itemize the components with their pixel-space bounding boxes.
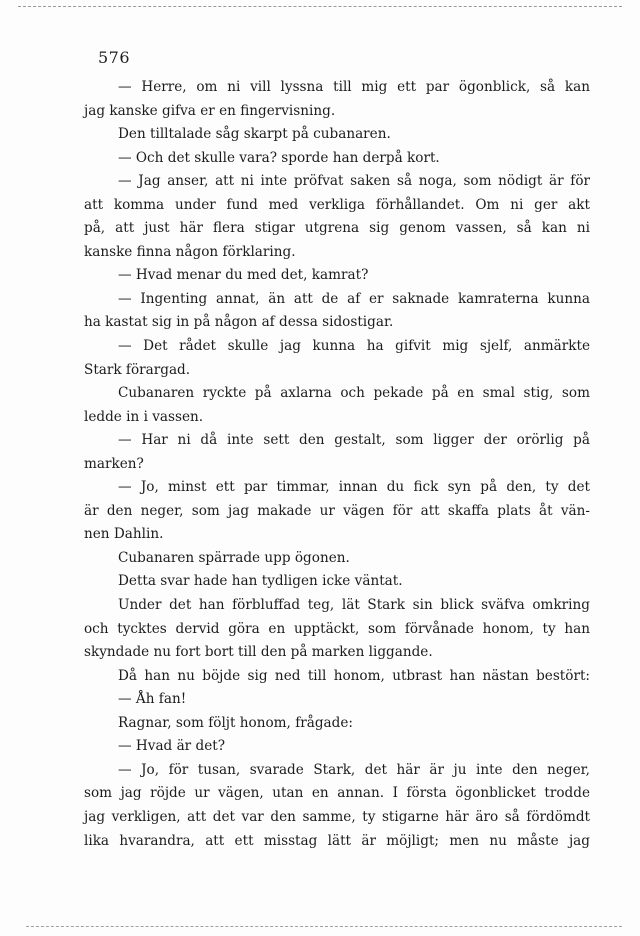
text-line: Cubanaren spärrade upp ögonen. xyxy=(118,549,350,566)
text-line: Ragnar, som följt honom, frågade: xyxy=(118,714,353,731)
text-line: Den tilltalade såg skarpt på cubanaren. xyxy=(118,126,391,143)
page-number: 576 xyxy=(98,48,131,67)
bottom-edge-rule xyxy=(26,926,622,927)
text-line: — Jo, för tusan, svarade Stark, det här är ju inte den neger, xyxy=(118,761,590,778)
text-line: — Herre, om ni vill lyssna till mig ett par ögonblick, så kan xyxy=(118,79,590,95)
text-line: på, att just här flera stigar utgrena sig genom vassen, så kan ni xyxy=(84,220,590,237)
text-line: jag verkligen, att det var den samme, ty stigarne här äro så fördömdt xyxy=(84,808,590,825)
text-line: att komma under fund med verkliga förhållandet. Om ni ger akt xyxy=(84,196,590,213)
text-line: — Åh fan! xyxy=(118,691,187,708)
text-line: och tycktes dervid göra en upptäckt, som förvånade honom, ty han xyxy=(84,620,590,637)
text-line: Då han nu böjde sig ned till honom, utbrast han nästan bestört: xyxy=(118,667,590,684)
text-line: — Ingenting annat, än att de af er saknade kamraterna kunna xyxy=(118,290,590,307)
text-line: — Och det skulle vara? sporde han derpå kort. xyxy=(118,149,440,166)
text-line: marken? xyxy=(84,455,144,472)
body-text xyxy=(84,76,590,853)
text-line: — Har ni då inte sett den gestalt, som ligger der orörlig på xyxy=(118,432,590,449)
text-line: kanske finna någon förklaring. xyxy=(84,243,296,260)
text-line: nen Dahlin. xyxy=(84,526,164,543)
text-line: lika hvarandra, att ett misstag lätt är möjligt; men nu måste jag xyxy=(84,832,590,849)
text-line: som jag röjde ur vägen, utan en annan. I första ögonblicket trodde xyxy=(84,785,590,802)
text-line: jag kanske gifva er en fingervisning. xyxy=(84,102,336,119)
text-line: — Jag anser, att ni inte pröfvat saken så noga, som nödigt är för xyxy=(118,173,590,190)
text-line: — Hvad är det? xyxy=(118,738,225,755)
text-line: är den neger, som jag makade ur vägen för att skaffa plats åt vän- xyxy=(84,502,590,519)
text-line: Under det han förbluffad teg, lät Stark sin blick sväfva omkring xyxy=(118,597,590,614)
text-line: — Jo, minst ett par timmar, innan du fick syn på den, ty det xyxy=(118,479,590,496)
text-line: Stark förargad. xyxy=(84,361,191,378)
text-line: ledde in i vassen. xyxy=(84,408,204,425)
text-line: Cubanaren ryckte på axlarna och pekade på en smal stig, som xyxy=(118,385,590,402)
text-line: — Hvad menar du med det, kamrat? xyxy=(118,267,369,284)
text-line: ha kastat sig in på någon af dessa sidostigar. xyxy=(84,314,394,331)
text-line: skyndade nu fort bort till den på marken liggande. xyxy=(84,644,433,661)
text-line: — Det rådet skulle jag kunna ha gifvit mig sjelf, anmärkte xyxy=(118,338,590,355)
top-edge-rule xyxy=(18,6,622,7)
text-line: Detta svar hade han tydligen icke väntat. xyxy=(118,573,403,590)
